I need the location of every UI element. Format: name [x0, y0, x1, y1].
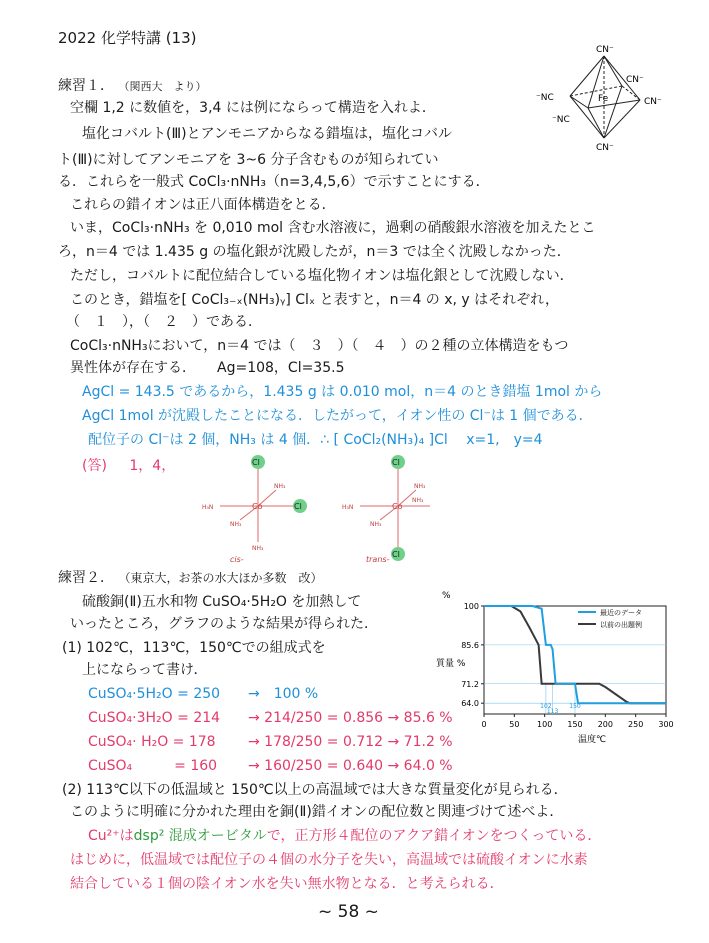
x-tick-label: 0 — [481, 720, 487, 729]
cis-cl-side: Cl — [294, 502, 302, 511]
cis-h3n: H₃N — [202, 504, 214, 511]
y-tick-label: 71.2 — [461, 679, 479, 689]
x-tick-label: 100 — [537, 720, 553, 729]
ex2-line: 硫酸銅(Ⅱ)五水和物 CuSO₄·5H₂O を加熱して — [82, 594, 362, 610]
a2-rest: で，正方形４配位のアクア錯イオンをつくっている． — [266, 828, 602, 844]
temp-annotation: 150 — [569, 703, 581, 710]
trans-cl-bottom: Cl — [392, 550, 400, 559]
legend-label: 最近のデータ — [600, 609, 642, 617]
trans-nh3: NH₃ — [414, 483, 426, 490]
ex1-line: CoCl₃·nNH₃において，n＝4 では（ ３ ）（ ４ ）の２種の立体構造をもつ — [70, 338, 569, 354]
calc-row — [88, 732, 453, 752]
cis-nh3: NH₃ — [230, 521, 242, 528]
cis-nh3: NH₃ — [274, 483, 286, 490]
ex1-line: ト(Ⅲ)に対してアンモニアを 3~6 分子含むものが知られてい — [58, 152, 439, 168]
calc-row — [88, 756, 453, 776]
x-tick-label: 50 — [509, 720, 520, 729]
ex1-line: いま，CoCl₃·nNH₃ を 0,010 mol 含む水溶液に，過剰の硝酸銀水溶液を加えたとこ — [70, 220, 596, 236]
calc-result: → 160/250 = 0.640 → 64.0 % — [248, 758, 453, 774]
y-axis-label: 質量 % — [436, 659, 466, 669]
a2-hybrid: dsp² 混成オービタル — [133, 828, 267, 844]
y-unit-top: % — [442, 591, 451, 601]
calc-result: → 214/250 = 0.856 → 85.6 % — [248, 710, 453, 726]
calc-formula: CuSO₄·5H₂O = 250 — [88, 686, 221, 702]
y-tick-label: 64.0 — [461, 699, 479, 709]
temp-annotation: 113 — [546, 708, 559, 715]
cis-center: Co — [252, 502, 263, 511]
x-tick-label: 200 — [597, 720, 613, 729]
ligand-right: CN⁻ — [644, 97, 662, 107]
cis-label: cis- — [230, 555, 244, 564]
calc-row — [88, 708, 453, 728]
x-tick-label: 300 — [658, 720, 674, 729]
ex2-source: （東京大，お茶の水大ほか多数 改） — [118, 571, 323, 585]
trans-nh3: NH₃ — [412, 497, 424, 504]
ex1-answer-line: AgCl 1mol が沈殿したことになる．したがって，イオン性の Cl⁻は 1 個である． — [82, 408, 593, 424]
calc-formula: CuSO₄· H₂O = 178 — [88, 734, 216, 750]
center-atom: Fe — [598, 94, 609, 104]
answer-value: 1，4， — [129, 458, 176, 474]
calc-result: → 178/250 = 0.712 → 71.2 % — [248, 734, 453, 750]
a2-prefix: Cu²⁺は — [88, 828, 134, 844]
ex2-label: 練習２． — [58, 570, 114, 586]
ex1-answer-line: 配位子の Cl⁻は 2 個，NH₃ は 4 個．∴ [ CoCl₂(NH₃)₄ ]Cl x=1, y=4 — [88, 432, 543, 448]
trans-h3n: H₃N — [342, 504, 354, 511]
cis-cl-top: Cl — [252, 458, 260, 467]
ex1-line: （ １ ），（ ２ ）である． — [66, 314, 262, 330]
ex1-line: これらの錯イオンは正八面体構造をとる． — [70, 197, 336, 213]
ligand-left: ⁻NC — [536, 93, 554, 103]
ex1-line: 塩化コバルト(Ⅲ)とアンモニアからなる錯塩は，塩化コバル — [82, 126, 453, 142]
answer-label: (答) — [82, 458, 107, 474]
page-title: 2022 化学特講 (13) — [58, 29, 197, 47]
ligand-back-right: CN⁻ — [626, 75, 644, 85]
ex1-line: このとき，錯塩を[ CoCl₃₋ₓ(NH₃)ᵧ] Clₓ と表すと，n＝4 の x, y はそれぞれ， — [70, 292, 560, 308]
ex1-line: 空欄 1,2 に数値を，3,4 には例にならって構造を入れよ． — [70, 100, 436, 116]
tg-chart — [428, 586, 690, 746]
octahedron-diagram — [530, 38, 690, 156]
ex1-label: 練習１． — [58, 78, 114, 94]
ligand-bottom: CN⁻ — [596, 143, 614, 153]
x-tick-label: 250 — [628, 720, 644, 729]
ex1-source: （関西大 より） — [118, 80, 207, 93]
trans-center: Co — [392, 502, 403, 511]
x-axis-label: 温度℃ — [578, 735, 607, 745]
ex1-heading — [58, 76, 206, 97]
ex2-line: (1) 102℃，113℃，150℃での組成式を — [62, 640, 326, 656]
trans-label: trans- — [366, 555, 390, 564]
legend-label: 以前の出題例 — [600, 621, 642, 629]
ex2-line: いったところ，グラフのような結果が得られた． — [70, 616, 378, 632]
q2-line: (2) 113℃以下の低温域と 150℃以上の高温域では大きな質量変化が見られる． — [62, 782, 568, 798]
ligand-back-left: ⁻NC — [552, 115, 570, 125]
ligand-top: CN⁻ — [596, 45, 614, 55]
y-tick-label: 100 — [463, 602, 479, 611]
ex1-line: る．これらを一般式 CoCl₃·nNH₃（n=3,4,5,6）で示すことにする． — [58, 174, 490, 190]
ex1-answer — [82, 456, 175, 476]
a2-line-0 — [88, 826, 601, 846]
ex1-answer-line: AgCl = 143.5 であるから，1.435 g は 0.010 mol，n＝4 のとき錯塩 1mol から — [82, 384, 603, 400]
calc-result: → 100 % — [248, 686, 319, 702]
isomer-structures — [190, 450, 430, 565]
calc-row — [88, 684, 318, 704]
ex2-heading — [58, 568, 322, 588]
a2-line: 結合している１個の陰イオン水を失い無水物となる．と考えられる． — [70, 876, 504, 892]
ex2-line: 上にならって書け． — [82, 662, 208, 678]
ex1-line: ろ，n＝4 では 1.435 g の塩化銀が沈殿したが，n＝3 では全く沈殿しなかった． — [58, 244, 571, 260]
y-tick-label: 85.6 — [461, 640, 479, 650]
temp-annotation: 102 — [540, 703, 552, 710]
ex1-line: 異性体が存在する． Ag=108，Cl=35.5 — [70, 360, 345, 376]
ex1-line: ただし，コバルトに配位結合している塩化物イオンは塩化銀として沈殿しない． — [70, 268, 574, 284]
calc-formula: CuSO₄ = 160 — [88, 758, 218, 774]
a2-line: はじめに，低温域では配位子の４個の水分子を失い，高温域では硫酸イオンに水素 — [70, 852, 588, 868]
calc-formula: CuSO₄·3H₂O = 214 — [88, 710, 221, 726]
cis-nh3: NH₃ — [252, 545, 264, 552]
trans-cl-top: Cl — [392, 458, 400, 467]
page-number: ~ 58 ~ — [318, 902, 379, 922]
q2-line: このように明確に分かれた理由を銅(Ⅱ)錯イオンの配位数と関連づけて述べよ． — [70, 804, 564, 820]
trans-nh3: NH₃ — [370, 521, 382, 528]
x-tick-label: 150 — [567, 720, 583, 729]
